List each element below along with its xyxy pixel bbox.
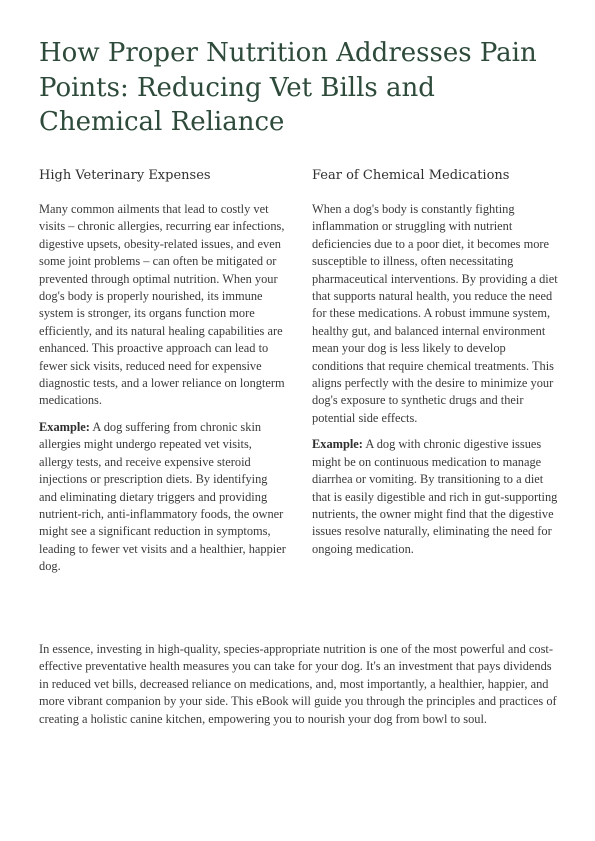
section-high-veterinary-expenses: [39, 167, 286, 585]
page-title: How Proper Nutrition Addresses Pain Points: Reducing Vet Bills and Chemical Reliance: [39, 38, 537, 137]
example-paragraph: [39, 419, 286, 576]
conclusion-paragraph: In essence, investing in high-quality, species-appropriate nutrition is one of the most powerful and cost-effective preventative health measures you can take for your dog. It's an investment that pays dividends in reduced vet bills, decreased reliance on medications, and, most importantly, a healthier, happier, and more vibrant companion by your side. This eBook will guide you through the principles and practices of creating a holistic canine kitchen, empowering you to nourish your dog from bowl to soul.: [39, 642, 557, 726]
example-label: Example:: [39, 419, 90, 434]
example-label: Example:: [312, 437, 363, 452]
example-text: A dog with chronic digestive issues might be on continuous medication to manage diarrhea or vomiting. By transitioning to a diet that is easily digestible and rich in gut-supporting nutrients, the owner might find that the digestive issues resolve naturally, eliminating the need for ongoing medication.: [312, 437, 558, 556]
example-paragraph: [312, 436, 559, 558]
section-fear-of-chemical-medications: [312, 167, 559, 567]
section-body: When a dog's body is constantly fighting inflammation or struggling with nutrient deficiencies due to a poor diet, it becomes more susceptible to illness, often necessitating pharmaceutical interventions. By providing a diet that supports natural health, you reduce the need for these medications. A robust immune system, healthy gut, and balanced internal environment mean your dog is less likely to develop conditions that require chemical treatments. This aligns perfectly with the desire to minimize your dog's exposure to synthetic drugs and their potential side effects.: [312, 202, 558, 425]
section-heading: Fear of Chemical Medications: [312, 168, 510, 183]
section-heading: High Veterinary Expenses: [39, 168, 211, 183]
example-text: A dog suffering from chronic skin allergies might undergo repeated vet visits, allergy tests, and receive expensive steroid injections or prescription diets. By identifying and eliminating dietary triggers and providing nutrient-rich, anti-inflammatory foods, the owner might see a significant reduction in symptoms, leading to fewer vet visits and a healthier, happier dog.: [39, 419, 286, 574]
section-body: Many common ailments that lead to costly vet visits – chronic allergies, recurring ear infections, digestive upsets, obesity-related issues, and even some joint problems – can often be mitigated or prevented through optimal nutrition. When your dog's body is properly nourished, its immune system is stronger, its organs function more efficiently, and its natural healing capabilities are enhanced. This proactive approach can lead to fewer sick visits, reduced need for expensive diagnostic tests, and a lower reliance on longterm medications.: [39, 202, 285, 408]
